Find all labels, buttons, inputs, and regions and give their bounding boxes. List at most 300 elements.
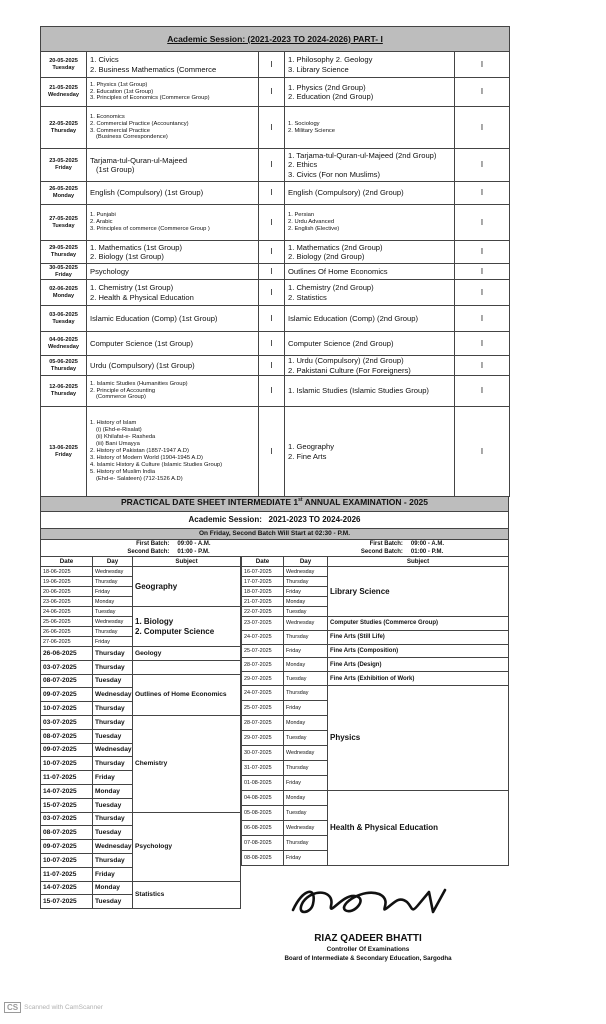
board-name: Board of Intermediate & Secondary Education, Sargodha [284,955,452,962]
practical-date: 15-07-2025 [41,798,93,812]
practical-date: 09-07-2025 [41,840,93,854]
subject-line: 3. Library Science [288,64,349,74]
watermark-text: Scanned with CamScanner [24,1004,103,1011]
subject-line: 2. Business Mathematics (Commerce [90,64,217,74]
practical-day: Friday [93,637,133,647]
subject-line: 1. Mathematics (1st Group) [90,242,183,252]
day-text: Wednesday [48,343,79,350]
practical-day: Thursday [284,577,328,587]
practical-date: 31-07-2025 [242,760,284,775]
subject-line: 1. Persian [288,212,315,219]
subject-line: 1. Urdu (Compulsory) (2nd Group) [288,356,404,366]
subject-line: Islamic Education (Comp) (2nd Group) [288,313,418,323]
practical-date: 16-07-2025 [242,567,284,577]
day-text: Thursday [50,365,77,372]
date-text: 27-05-2025 [49,215,78,222]
practical-day: Monday [93,881,133,895]
practical-day: Thursday [93,647,133,661]
day-text: Thursday [50,391,77,397]
subject-line: Urdu (Compulsory) (1st Group) [90,360,195,370]
paper-part: I [455,376,510,407]
paper-part: I [455,280,510,306]
practical-date: 20-06-2025 [41,587,93,597]
paper-part: I [259,205,285,241]
practical-row [242,644,509,658]
paper-part: I [259,107,285,149]
paper-part: I [259,149,285,182]
subject-line: 2. Commercial Practice (Accountancy) [90,120,189,127]
practical-row [41,660,241,674]
practical-date: 22-07-2025 [242,607,284,617]
practical-date: 29-07-2025 [242,672,284,686]
part1-row [41,407,510,497]
practical-day: Thursday [284,835,328,850]
practical-date: 08-08-2025 [242,850,284,865]
subject-line: (Ehd-e- Salateen) (712-1526 A.D) [96,475,183,482]
paper-part: I [455,149,510,182]
practical-day: Monday [284,790,328,805]
right-subjects [285,107,455,149]
subject-line: 2. History of Pakistan (1857-1947 A.D) [90,448,189,455]
practical-day: Friday [284,850,328,865]
practical-row [41,647,241,661]
subject-line: Psychology [90,266,129,276]
subject-line: Outlines Of Home Economics [288,266,388,276]
practical-date: 18-06-2025 [41,567,93,577]
practical-day: Friday [284,700,328,715]
paper-part: I [259,306,285,332]
practical-day: Monday [284,715,328,730]
left-subjects [87,149,259,182]
practical-row [242,658,509,672]
subject-line: 2. Fine Arts [288,451,327,461]
batch-times: First Batch: 09:00 - A.M. Second Batch: 01:00 - P.M. First Batch: 09:00 - A.M. Second Batch: 01:00 - P.M. [40,540,509,556]
subject-line: Computer Science (1st Group) [90,338,193,348]
camscanner-watermark [4,1002,103,1013]
day-text: Monday [52,193,75,199]
left-subjects [87,52,259,78]
exam-date [41,264,87,280]
practical-date: 15-07-2025 [41,895,93,909]
practical-date: 25-07-2025 [242,644,284,658]
part1-table [40,26,510,497]
practical-day: Tuesday [284,607,328,617]
subject-name: Fine Arts (Design) [330,661,382,668]
practical-day: Wednesday [93,688,133,702]
exam-date [41,241,87,264]
subject-line: 2. Urdu Advanced [288,219,335,226]
practical-row [41,881,241,895]
practical-row [41,607,241,617]
practical-day: Tuesday [284,805,328,820]
practical-day: Tuesday [93,729,133,743]
practical-row [41,812,241,826]
practical-day: Monday [284,597,328,607]
right-subjects [285,149,455,182]
practical-day: Thursday [93,757,133,771]
practical-date: 26-06-2025 [41,627,93,637]
practical-date: 08-07-2025 [41,674,93,688]
signature-icon [283,880,453,924]
left-subjects [87,264,259,280]
practical-day: Tuesday [93,826,133,840]
right-subjects [285,356,455,376]
practical-date: 01-08-2025 [242,775,284,790]
subject-line: 4. Islamic History & Culture (Islamic Studies Group) [90,461,223,468]
practical-date: 19-06-2025 [41,577,93,587]
practical-date: 07-08-2025 [242,835,284,850]
part1-row [41,149,510,182]
practical-day: Wednesday [284,745,328,760]
practical-subject [328,790,509,865]
exam-date [41,306,87,332]
practical-day: Thursday [93,812,133,826]
practical-row [242,630,509,644]
practical-date: 25-07-2025 [242,700,284,715]
practical-day: Tuesday [93,607,133,617]
left-subjects [87,205,259,241]
practical-date: 18-07-2025 [242,587,284,597]
practical-day: Thursday [93,702,133,716]
practical-date: 04-08-2025 [242,790,284,805]
practical-day: Thursday [284,630,328,644]
subject-name: Library Science [330,586,390,596]
subject-line: 5. History of Muslim India [90,468,156,475]
date-text: 22-05-2025 [49,120,78,127]
subject-line: English (Compulsory) (2nd Group) [288,188,404,198]
part1-row [41,264,510,280]
practical-row [41,674,241,688]
paper-part: I [259,182,285,205]
subject-line: 1. Chemistry (1st Group) [90,283,174,293]
paper-part: I [259,376,285,407]
practical-day: Friday [284,587,328,597]
practical-date: 25-06-2025 [41,617,93,627]
practical-date: 26-06-2025 [41,647,93,661]
subject-line: 3. Principles of commerce (Commerce Group ) [90,225,210,232]
practical-date: 30-07-2025 [242,745,284,760]
exam-date [41,407,87,497]
subject-line: 2. Statistics [288,292,327,302]
practical-date: 23-06-2025 [41,597,93,607]
left-subjects [87,332,259,356]
date-text: 20-05-2025 [49,57,78,64]
practical-day: Friday [93,771,133,785]
date-text: 26-05-2025 [49,186,78,193]
practical-title: PRACTICAL DATE SHEET INTERMEDIATE 1st ANNUAL EXAMINATION - 2025 [40,497,509,512]
part1-row [41,182,510,205]
signatory-role: Controller Of Examinations [326,946,410,953]
practical-day: Thursday [284,685,328,700]
practical-subject [328,630,509,644]
practical-date: 24-07-2025 [242,685,284,700]
practical-day: Monday [93,784,133,798]
subject-line: 1. Physics (2nd Group) [288,82,366,92]
paper-part: I [259,407,285,497]
left-subjects [87,407,259,497]
practical-subject [133,660,241,674]
right-subjects [285,205,455,241]
right-subjects [285,264,455,280]
subject-line: 1. Physics (1st Group) [90,81,148,88]
date-sheet-page [40,26,509,909]
subject-line: (i) (Ehd-e-Risalat) [96,427,142,434]
practical-date: 10-07-2025 [41,702,93,716]
practical-subject [328,644,509,658]
paper-part: I [259,78,285,107]
practical-date: 24-07-2025 [242,630,284,644]
paper-part: I [455,306,510,332]
paper-part: I [259,52,285,78]
left-subjects [87,78,259,107]
practical-day: Thursday [93,627,133,637]
subject-line: 2. Education (1st Group) [90,88,154,95]
practical-day: Tuesday [284,672,328,686]
practical-session: Academic Session: 2021-2023 TO 2024-2026 [40,512,509,528]
right-subjects [285,78,455,107]
subject-line: 2. Principle of Accounting [90,387,156,394]
practical-subject [328,617,509,631]
subject-line: 1. Mathematics (2nd Group) [288,242,383,252]
day-text: Monday [52,292,75,299]
date-text: 29-05-2025 [49,245,78,252]
subject-line: 3. Commercial Practice [90,127,150,134]
part1-row [41,376,510,407]
exam-date [41,376,87,407]
subject-name: Health & Physical Education [330,823,439,833]
subject-name: 2. Computer Science [135,626,215,636]
practical-subject [133,674,241,715]
left-subjects [87,241,259,264]
practical-row [242,685,509,700]
subject-line: 2. Biology (2nd Group) [288,252,365,261]
practical-subject [328,685,509,790]
subject-line: Islamic Education (Comp) (1st Group) [90,313,218,323]
practical-day: Thursday [93,660,133,674]
exam-date [41,356,87,376]
practical-subject [328,658,509,672]
part1-row [41,78,510,107]
practical-row [242,672,509,686]
part1-rows [41,52,510,497]
day-text: Friday [55,451,72,458]
right-subjects [285,280,455,306]
practical-date: 08-07-2025 [41,729,93,743]
practical-day: Monday [284,658,328,672]
subject-line: 1. Civics [90,55,119,65]
part1-row [41,306,510,332]
paper-part: I [455,107,510,149]
paper-part: I [259,241,285,264]
day-text: Friday [55,271,72,278]
practical-date: 28-07-2025 [242,715,284,730]
right-subjects [285,376,455,407]
subject-line: 3. Principles of Economics (Commerce Group) [90,95,210,102]
date-text: 23-05-2025 [49,158,78,165]
practical-date: 10-07-2025 [41,853,93,867]
right-subjects [285,332,455,356]
practical-left-table: Date Day Subject 18-06-2025 Wednesday Geography 19-06-2025 Thursday 20-06-2025 Friday 23-06-2025 Monday 24-06-2025 Tuesday 1. Biology 2. Computer Science 25-06-2025 Wednesday 26-06-2025 Thursday 27-06-2025 Friday 26-06-2025 Thursday Geology 03-07-2025 Thursday 08-07-2025 Tuesday Outlines of Home Economics 09-07-2025 Wednesday 10-07-2025 Thursday 03-07-2025 Thursday Chemistry 08-07-2025 Tuesday 09-07-2025 Wednesday 10-07-2025 Thursday 11-07-2025 Friday 14-07-2025 Monday 15-07-2025 Tuesday 03-07-2025 Thursday Psychology 08-07-2025 Tuesday 09-07-2025 Wednesday 10-07-2025 Thursday 11-07-2025 Friday 14-07-2025 Monday Statistics 15-07-2025 Tuesday [40,556,241,909]
subject-line: 1. Punjabi [90,212,116,219]
left-subjects [87,356,259,376]
signatory-name: RIAZ QADEER BHATTI [314,933,422,944]
subject-name: Statistics [135,891,165,899]
exam-date [41,205,87,241]
subject-name: Fine Arts (Still Life) [330,634,385,641]
practical-date: 17-07-2025 [242,577,284,587]
subject-name: Chemistry [135,759,168,767]
left-subjects [87,376,259,407]
exam-date [41,149,87,182]
part1-row [41,280,510,306]
date-text: 13-06-2025 [49,444,78,451]
part1-row [41,241,510,264]
practical-date: 03-07-2025 [41,812,93,826]
subject-line: 1. Sociology [288,120,320,127]
part1-row [41,52,510,78]
right-subjects [285,241,455,264]
practical-day: Tuesday [93,798,133,812]
practical-date: 29-07-2025 [242,730,284,745]
date-text: 02-06-2025 [49,285,78,292]
subject-name: Geology [135,649,162,657]
practical-day: Wednesday [93,840,133,854]
practical-subject [133,567,241,607]
subject-name: Computer Studies (Commerce Group) [330,620,439,627]
subject-line: (iii) Bani Umayya [96,441,140,448]
practical-subject [133,881,241,909]
subject-line: 1. Tarjama-tul-Quran-ul-Majeed (2nd Group) [288,151,437,161]
paper-part: I [455,332,510,356]
paper-part: I [455,356,510,376]
part1-row [41,356,510,376]
date-text: 21-05-2025 [49,85,78,92]
subject-line: 3. History of Modern World (1904-1945 A.D) [90,454,203,461]
subject-line: Computer Science (2nd Group) [288,338,394,348]
paper-part: I [455,182,510,205]
practical-day: Tuesday [93,895,133,909]
practical-date: 28-07-2025 [242,658,284,672]
practical-subject [133,647,241,661]
practical-date: 24-06-2025 [41,607,93,617]
part1-row [41,332,510,356]
practical-subject [328,672,509,686]
practical-day: Tuesday [284,730,328,745]
subject-line: Tarjama-tul-Quran-ul-Majeed [90,155,188,165]
practical-day: Wednesday [93,567,133,577]
part1-row [41,107,510,149]
camscanner-logo-icon: CS [4,1002,21,1013]
practical-day: Thursday [284,760,328,775]
practical-day: Wednesday [284,567,328,577]
date-text: 03-06-2025 [49,311,78,318]
subject-line: (1st Group) [96,165,135,174]
subject-name: Fine Arts (Composition) [330,647,399,654]
practical-columns [40,556,509,909]
date-text: 05-06-2025 [49,358,78,365]
practical-date: 03-07-2025 [41,715,93,729]
subject-line: (Commerce Group) [96,394,146,401]
practical-left-rows [41,567,241,909]
subject-name: 1. Biology [135,617,174,627]
practical-subject [133,715,241,812]
paper-part: I [259,264,285,280]
practical-day: Tuesday [93,674,133,688]
subject-line: 1. Economics [90,113,125,120]
subject-line: (ii) Khilafat-e- Rasheda [96,434,156,441]
part1-title: Academic Session: (2021-2023 TO 2024-2026) PART- I [41,27,510,52]
practical-day: Friday [284,644,328,658]
subject-name: Geography [135,581,178,591]
practical-row [41,567,241,577]
practical-day: Wednesday [93,743,133,757]
subject-line: English (Compulsory) (1st Group) [90,188,204,198]
subject-line: 2. Ethics [288,160,318,170]
subject-line: (Business Correspondence) [96,134,168,141]
practical-subject [133,812,241,881]
day-text: Thursday [50,252,77,258]
day-text: Tuesday [52,222,75,229]
practical-date: 08-07-2025 [41,826,93,840]
subject-line: 2. Pakistani Culture (For Foreigners) [288,365,411,375]
subject-name: Fine Arts (Exhibition of Work) [330,675,415,682]
practical-date: 21-07-2025 [242,597,284,607]
practical-date: 09-07-2025 [41,688,93,702]
practical-day: Friday [93,867,133,881]
left-subjects [87,280,259,306]
exam-date [41,182,87,205]
practical-row [242,567,509,577]
paper-part: I [455,264,510,280]
subject-line: 2. Health & Physical Education [90,292,194,302]
practical-date: 11-07-2025 [41,867,93,881]
practical-date: 09-07-2025 [41,743,93,757]
practical-date: 03-07-2025 [41,660,93,674]
signature-block [268,880,468,962]
practical-date: 14-07-2025 [41,784,93,798]
practical-day: Wednesday [93,617,133,627]
day-text: Wednesday [48,92,79,98]
subject-line: 1. Geography [288,442,335,452]
paper-part: I [455,205,510,241]
practical-right-table: Date Day Subject 16-07-2025 Wednesday Library Science 17-07-2025 Thursday 18-07-2025 Friday 21-07-2025 Monday 22-07-2025 Tuesday 23-07-2025 Wednesday Computer Studies (Commerce Group) 24-07-2025 Thursday Fine Arts (Still Life) 25-07-2025 Friday Fine Arts (Composition) 28-07-2025 Monday Fine Arts (Design) 29-07-2025 Tuesday Fine Arts (Exhibition of Work) 24-07-2025 Thursday Physics 25-07-2025 Friday 28-07-2025 Monday 29-07-2025 Tuesday 30-07-2025 Wednesday 31-07-2025 Thursday 01-08-2025 Friday 04-08-2025 Monday Health & Physical Education 05-08-2025 Tuesday 06-08-2025 Wednesday 07-08-2025 Thursday 08-08-2025 Friday [241,556,509,866]
practical-note: On Friday, Second Batch Will Start at 02:30 - P.M. [40,528,509,540]
subject-line: 1. History of Islam [90,420,137,427]
exam-date [41,78,87,107]
paper-part: I [455,78,510,107]
practical-subject [133,607,241,647]
date-text: 04-06-2025 [49,336,78,343]
practical-day: Thursday [93,853,133,867]
practical-date: 23-07-2025 [242,617,284,631]
exam-date [41,332,87,356]
practical-subject [328,567,509,617]
subject-line: 1. Philosophy 2. Geology [288,55,373,65]
subject-line: 1. Chemistry (2nd Group) [288,283,374,293]
practical-row [242,790,509,805]
exam-date [41,280,87,306]
practical-day: Thursday [93,715,133,729]
paper-part: I [455,407,510,497]
subject-line: 2. Biology (1st Group) [90,252,164,261]
right-subjects [285,407,455,497]
practical-date: 06-08-2025 [242,820,284,835]
practical-date: 14-07-2025 [41,881,93,895]
subject-name: Psychology [135,842,173,850]
day-text: Tuesday [52,64,75,71]
date-text: 12-06-2025 [49,384,78,391]
practical-day: Wednesday [284,617,328,631]
